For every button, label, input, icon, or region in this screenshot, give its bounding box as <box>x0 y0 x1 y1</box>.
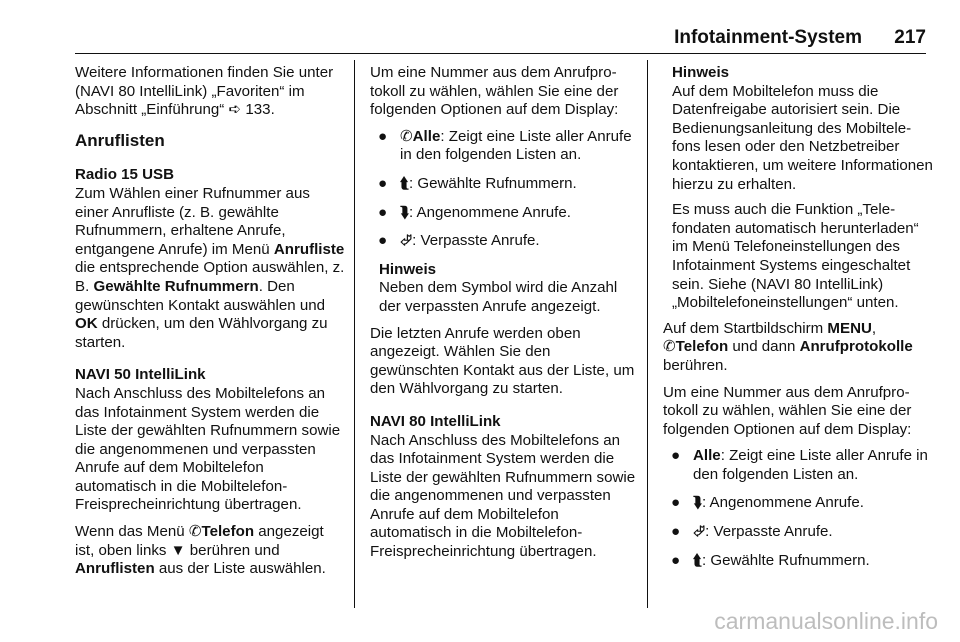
list-item: ● ⮯: Angenommene Anrufe. <box>378 203 571 221</box>
phone-icon: ✆ <box>188 523 202 541</box>
arrow-down-icon: ▼ <box>170 541 186 559</box>
column-divider-2 <box>647 60 648 608</box>
section-title-anruflisten: Anruflisten <box>75 130 165 150</box>
navi50-paragraph: Nach Anschluss des Mobiltelefons an das Infotainment System werden die Liste der gewählten Rufnummern sowie die angenommenen und verpassten Anrufe auf dem Mobiltelefon automatisch in die Mobiltelefon-Freisprecheinrichtung übertragen. <box>75 384 341 514</box>
note-box <box>663 64 933 313</box>
note-title: Hinweis <box>379 260 437 278</box>
col3-intro: Um eine Nummer aus dem Anrufprotokoll zu wählen, wählen Sie eine der folgenden Optionen auf dem Display: <box>663 383 912 438</box>
note-paragraph-2: Es muss auch die Funktion „Telefondaten automatisch herunterladen“ im Menü Telefoneinstellungen des Infotainment Systems eingeschaltet sein. Siehe (NAVI 80 IntelliLink) „Mobiltelefoneinstellungen“ unten. <box>672 201 919 312</box>
outgoing-call-icon: ⮬ <box>400 174 409 192</box>
missed-call-icon: ⮰ <box>400 232 413 250</box>
incoming-call-icon: ⮯ <box>693 494 702 512</box>
menu-paragraph: Wenn das Menü ✆Telefon angezeigt ist, oben links ▼ berühren und Anruflisten aus der Liste auswählen. <box>75 523 326 578</box>
list-item: ● ⮬: Gewählte Rufnummern. <box>671 551 870 569</box>
page-reference-link[interactable]: ➪ 133. <box>228 101 275 119</box>
note-paragraph-1: Auf dem Mobiltelefon muss die Datenfreigabe autorisiert sein. Die Bedienungsanleitung des Mobiltelefons lesen oder den Netzbetreiber kontaktieren, um weitere Informationen hierzu zu erhalten. <box>672 82 933 193</box>
column-2 <box>370 64 638 570</box>
list-item: ● ✆Alle: Zeigt eine Liste aller Anrufe in den folgenden Listen an. <box>378 127 632 164</box>
column-1 <box>75 64 345 587</box>
option-list-1 <box>370 128 638 251</box>
column-divider-1 <box>354 60 355 608</box>
page-number: 217 <box>894 27 926 48</box>
list-item: ● ⮯: Angenommene Anrufe. <box>671 494 864 512</box>
phone-icon: ✆ <box>400 127 413 145</box>
column-3 <box>663 64 933 580</box>
incoming-call-icon: ⮯ <box>400 203 409 221</box>
col2-intro: Um eine Nummer aus dem Anrufprotokoll zu wählen, wählen Sie eine der folgenden Optionen auf dem Display: <box>370 64 619 119</box>
start-paragraph: Auf dem Startbildschirm MENU, ✆Telefon und dann Anrufprotokolle berühren. <box>663 319 913 374</box>
note-title: Hinweis <box>672 64 730 81</box>
page-header <box>75 27 926 54</box>
list-item: ● ⮰: Verpasste Anrufe. <box>378 232 540 250</box>
intro-paragraph: Weitere Informationen finden Sie unter (NAVI 80 IntelliLink) „Favoriten“ im Abschnitt „Einführung“ ➪ 133. <box>75 64 334 119</box>
after-note-paragraph: Die letzten Anrufe werden oben angezeigt. Wählen Sie den gewünschten Kontakt aus der Liste, um den Wählvorgang zu starten. <box>370 324 635 398</box>
list-item: ● Alle: Zeigt eine Liste aller Anrufe in den folgenden Listen an. <box>671 447 928 483</box>
note-box <box>370 261 638 317</box>
page-title: Infotainment-System <box>674 27 862 48</box>
subsection-title-navi80: NAVI 80 IntelliLink <box>370 412 501 430</box>
note-text: Neben dem Symbol wird die Anzahl der verpassten Anrufe angezeigt. <box>379 279 618 315</box>
option-list-2 <box>663 447 933 570</box>
subsection-title-radio: Radio 15 USB <box>75 166 174 184</box>
missed-call-icon: ⮰ <box>693 523 706 541</box>
watermark: carmanualsonline.info <box>714 608 938 634</box>
phone-icon: ✆ <box>663 338 676 356</box>
navi80-paragraph: Nach Anschluss des Mobiltelefons an das Infotainment System werden die Liste der gewählten Rufnummern sowie die angenommenen und verpassten Anrufe auf dem Mobiltelefon automatisch in die Mobiltelefon-Freisprecheinrichtung übertragen. <box>370 431 636 561</box>
subsection-title-navi50: NAVI 50 IntelliLink <box>75 366 206 384</box>
outgoing-call-icon: ⮬ <box>693 551 702 569</box>
list-item: ● ⮰: Verpasste Anrufe. <box>671 523 833 541</box>
list-item: ● ⮬: Gewählte Rufnummern. <box>378 174 577 192</box>
radio-paragraph: Zum Wählen einer Rufnummer aus einer Anrufliste (z. B. gewählte Rufnummern, erhaltene Anrufe, entgangene Anrufe) im Menü Anrufliste die entsprechende Option auswählen, z. B. Gewählte Rufnummern. Den gewünschten Kontakt auswählen und OK drücken, um den Wählvorgang zu starten. <box>75 184 345 351</box>
